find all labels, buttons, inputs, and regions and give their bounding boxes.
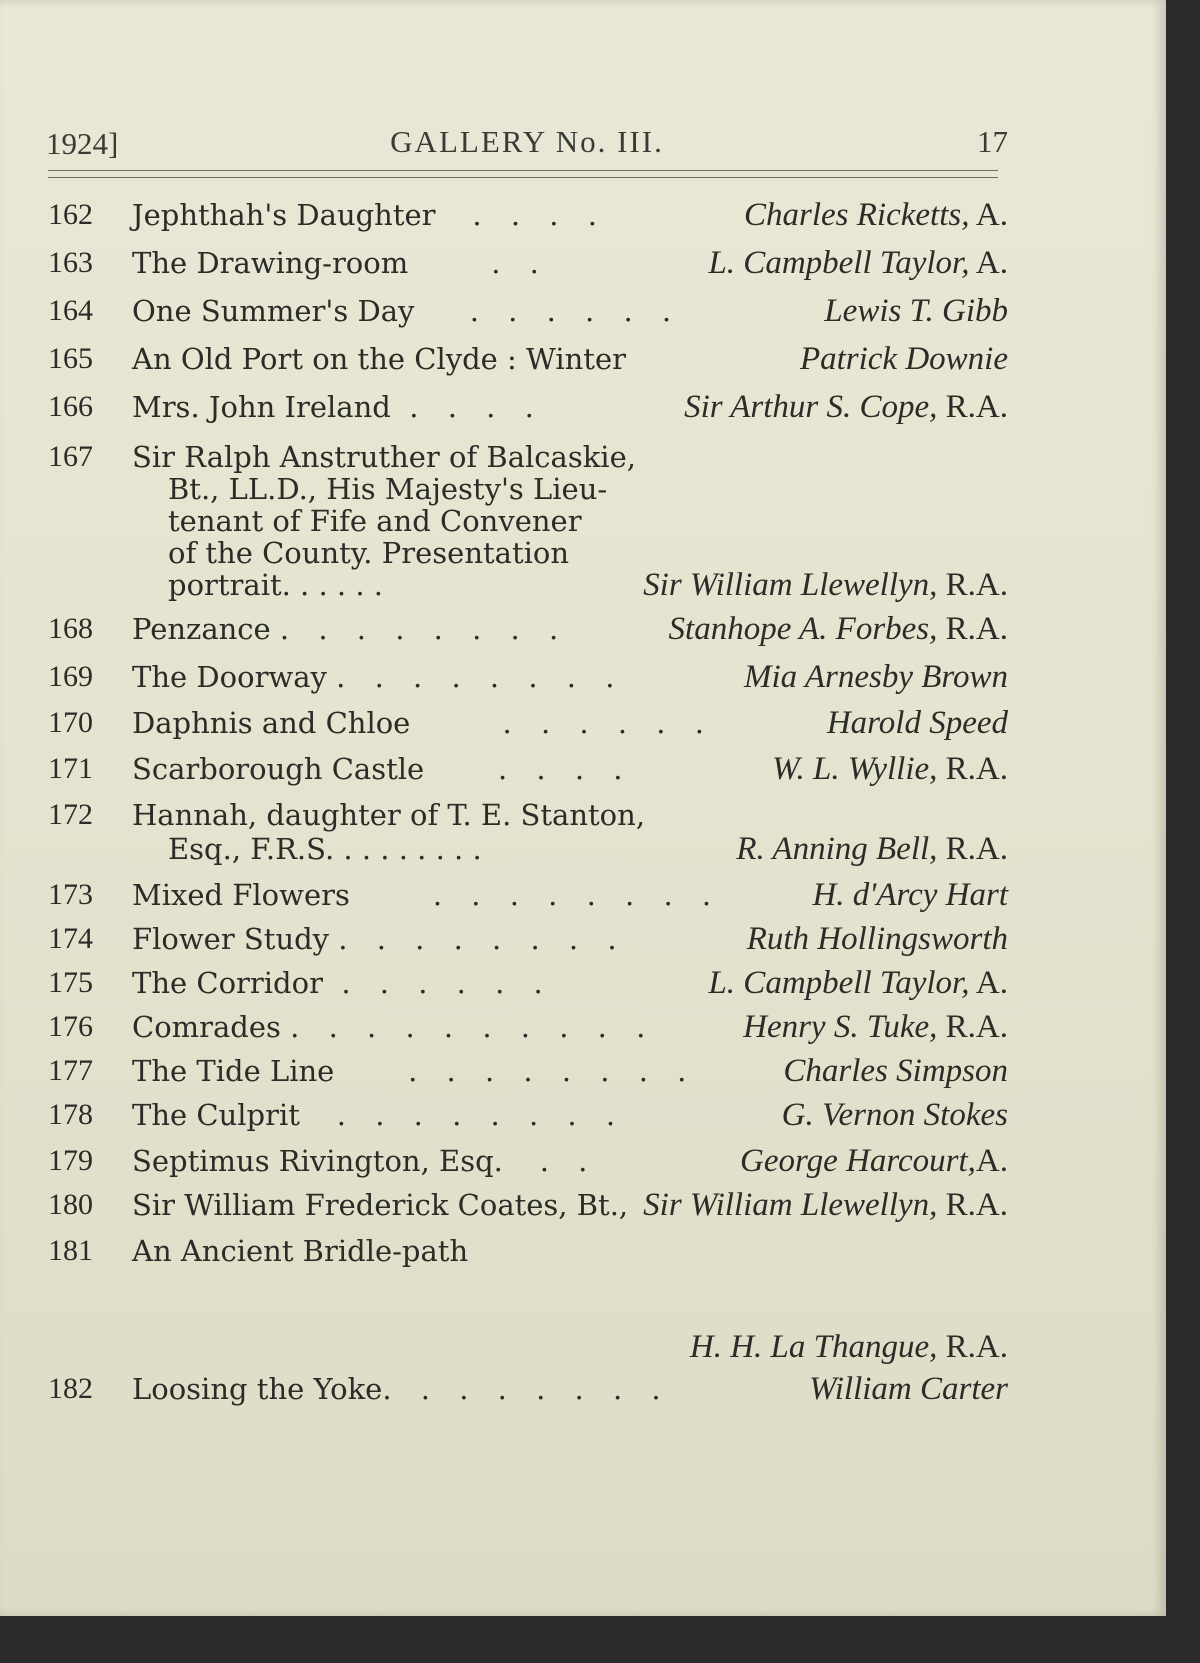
artist-name: Patrick Downie xyxy=(799,341,1008,377)
entry-artist xyxy=(824,294,1008,328)
leader-dots: . . . . xyxy=(472,198,607,232)
artist-honours: R.A. xyxy=(945,567,1008,603)
leader-dots: . . . . . . xyxy=(502,706,714,740)
entry-number: 176 xyxy=(48,1010,93,1043)
leader-dots: . . . . . . xyxy=(469,294,682,328)
leader-dots: . . xyxy=(491,246,549,280)
page-number: 17 xyxy=(977,124,1008,159)
entry-title-wrap xyxy=(132,246,549,280)
entry-number: 182 xyxy=(48,1372,93,1405)
catalogue-entry xyxy=(48,1144,1008,1184)
entry-title: Mixed Flowers xyxy=(132,878,350,912)
artist-name: Lewis T. Gibb xyxy=(824,293,1008,329)
artist-name: R. Anning Bell, xyxy=(736,831,938,867)
artist-name: H. H. La Thangue, xyxy=(689,1329,938,1365)
entry-title: Jephthah's Daughter xyxy=(132,198,436,232)
catalogue-entry xyxy=(48,1372,1008,1412)
entry-number: 180 xyxy=(48,1188,93,1221)
artist-honours: R.A. xyxy=(945,1329,1008,1365)
artist-honours: R.A. xyxy=(945,751,1008,787)
entry-artist xyxy=(744,660,1008,694)
artist-name: W. L. Wyllie, xyxy=(772,751,938,787)
entry-title-wrap xyxy=(132,342,626,376)
entry-title: An Old Port on the Clyde : Winter xyxy=(132,342,626,376)
entry-title: Sir William Frederick Coates, Bt., xyxy=(132,1188,629,1222)
entry-title-wrap xyxy=(132,1054,696,1088)
entry-title-wrap xyxy=(132,1010,655,1044)
artist-name: Charles Simpson xyxy=(783,1053,1008,1089)
leader-dots: . . . . . . . . xyxy=(279,612,569,646)
entry-artist xyxy=(669,612,1008,646)
artist-honours: R.A. xyxy=(945,611,1008,647)
catalogue-entry xyxy=(48,966,1008,1006)
entry-number: 165 xyxy=(48,342,93,375)
artist-honours: R.A. xyxy=(945,1009,1008,1045)
artist-honours: R.A. xyxy=(945,389,1008,425)
page-title: GALLERY No. III. xyxy=(390,124,664,159)
entry-title-line: of the County. Presentation xyxy=(168,536,570,570)
catalogue-entry xyxy=(48,1010,1008,1050)
entry-title: Sir Ralph Anstruther of Balcaskie, xyxy=(132,440,636,474)
catalogue-entry xyxy=(48,798,1008,870)
artist-name: G. Vernon Stokes xyxy=(781,1097,1008,1133)
entry-number: 164 xyxy=(48,294,93,327)
entry-title-wrap xyxy=(132,198,607,232)
artist-honours: A. xyxy=(975,1143,1008,1179)
entry-title-wrap xyxy=(132,752,632,786)
leader-dots: . . xyxy=(539,1144,598,1178)
artist-name: Sir William Llewellyn, xyxy=(643,1187,938,1223)
header-year: 1924] xyxy=(46,126,119,161)
catalogue-entry xyxy=(48,752,1008,792)
artist-honours: A. xyxy=(975,245,1008,281)
catalogue-entry xyxy=(48,342,1008,382)
entry-artist xyxy=(747,922,1008,956)
entry-number: 163 xyxy=(48,246,93,279)
entry-title: The Doorway xyxy=(132,660,327,694)
entry-artist xyxy=(744,198,1008,232)
artist-honours: A. xyxy=(975,965,1008,1001)
entry-artist xyxy=(743,1010,1008,1044)
entry-number: 178 xyxy=(48,1098,93,1131)
leader-dots: . . . . . . xyxy=(341,966,553,1000)
catalogue-entry xyxy=(48,660,1008,700)
artist-name: Ruth Hollingsworth xyxy=(746,921,1008,957)
artist-name: Sir Arthur S. Cope, xyxy=(684,389,938,425)
entry-artist xyxy=(800,342,1008,376)
artist-name: William Carter xyxy=(809,1371,1008,1407)
catalogue-entry xyxy=(48,1412,1008,1452)
leader-dots: . . . . . . . . xyxy=(336,1098,626,1132)
entry-number: 162 xyxy=(48,198,93,231)
entry-number: 181 xyxy=(48,1234,93,1267)
leader-dots: . . . . . . . . xyxy=(338,922,627,956)
entry-title: One Summer's Day xyxy=(132,294,415,328)
leader-dots: . . . . . . . . xyxy=(408,1054,697,1088)
entry-title-wrap xyxy=(132,390,544,424)
entry-artist xyxy=(690,1330,1008,1364)
artist-honours: R.A. xyxy=(945,831,1008,867)
catalogue-entry xyxy=(48,612,1008,652)
artist-honours: A. xyxy=(975,197,1008,233)
entry-title: Loosing the Yoke xyxy=(132,1372,383,1406)
entry-title: Septimus Rivington, Esq. xyxy=(132,1144,503,1178)
entry-number: 174 xyxy=(48,922,93,955)
entry-title: Mrs. John Ireland xyxy=(132,390,391,424)
entry-artist xyxy=(643,1188,1008,1222)
entry-title: The Corridor xyxy=(132,966,323,1000)
entry-artist xyxy=(827,706,1008,740)
catalogue-entry xyxy=(48,1054,1008,1094)
entry-number: 171 xyxy=(48,752,93,785)
entry-number: 179 xyxy=(48,1144,93,1177)
entry-title-wrap xyxy=(132,1098,625,1132)
entry-title: An Ancient Bridle-path xyxy=(132,1234,469,1268)
entry-number: 172 xyxy=(48,798,93,831)
entry-title: Daphnis and Chloe xyxy=(132,706,411,740)
entry-title: Comrades xyxy=(132,1010,281,1044)
entry-title: Penzance xyxy=(132,612,271,646)
entry-title-wrap xyxy=(132,706,714,740)
entry-title-line: portrait. . . . . . xyxy=(168,568,384,602)
entry-title-wrap xyxy=(132,294,681,328)
entry-title: The Drawing-room xyxy=(132,246,409,280)
catalogue-entry xyxy=(48,294,1008,334)
entry-title-line: tenant of Fife and Convener xyxy=(168,504,582,538)
entry-number: 177 xyxy=(48,1054,93,1087)
leader-dots: . . . . xyxy=(497,752,633,786)
leader-dots: . . . . . . . . . . xyxy=(290,1010,656,1044)
entry-title-wrap xyxy=(132,966,553,1000)
catalogue-entry xyxy=(48,922,1008,962)
entry-artist xyxy=(809,1372,1008,1406)
header-rule xyxy=(48,170,998,178)
artist-name: Charles Ricketts, xyxy=(744,197,970,233)
entry-artist xyxy=(736,832,1008,866)
entry-number: 173 xyxy=(48,878,93,911)
catalogue-entry xyxy=(48,878,1008,918)
artist-honours: R.A. xyxy=(945,1187,1008,1223)
entry-number: 175 xyxy=(48,966,93,999)
catalogue-entry xyxy=(48,390,1008,430)
entry-artist xyxy=(740,1144,1008,1178)
entry-title-wrap xyxy=(132,1372,671,1406)
artist-name: Mia Arnesby Brown xyxy=(744,659,1008,695)
entry-number: 168 xyxy=(48,612,93,645)
entry-title-wrap xyxy=(132,922,627,956)
artist-name: L. Campbell Taylor, xyxy=(708,965,970,1001)
entry-artist xyxy=(772,752,1008,786)
entry-title: The Culprit xyxy=(132,1098,300,1132)
entry-artist xyxy=(643,568,1008,602)
catalogue-entry xyxy=(48,1188,1008,1228)
artist-name: George Harcourt, xyxy=(740,1143,976,1179)
entry-number: 166 xyxy=(48,390,93,423)
catalogue-entry xyxy=(48,1234,1008,1370)
entry-title-wrap xyxy=(132,1144,597,1178)
catalogue-entry xyxy=(48,198,1008,238)
entry-artist xyxy=(708,966,1008,1000)
entry-title-line: Bt., LL.D., His Majesty's Lieu- xyxy=(168,472,608,506)
entry-title-wrap xyxy=(132,612,568,646)
leader-dots: . . . . . . . . xyxy=(432,878,722,912)
catalogue-entry xyxy=(48,706,1008,746)
entry-number: 170 xyxy=(48,706,93,739)
entry-title: Flower Study xyxy=(132,922,330,956)
artist-name: Stanhope A. Forbes, xyxy=(668,611,938,647)
page-header xyxy=(46,118,1008,162)
entry-artist xyxy=(684,390,1008,424)
artist-name: Sir William Llewellyn, xyxy=(643,567,938,603)
artist-name: Henry S. Tuke, xyxy=(743,1009,938,1045)
leader-dots: . . . . . . . . xyxy=(382,1372,671,1406)
entry-title-wrap xyxy=(132,660,624,694)
leader-dots: . . . . . . . . xyxy=(336,660,625,694)
entry-title: The Tide Line xyxy=(132,1054,335,1088)
entry-title-wrap xyxy=(132,878,721,912)
entry-artist xyxy=(783,1054,1008,1088)
entry-title: Scarborough Castle xyxy=(132,752,425,786)
artist-name: Harold Speed xyxy=(826,705,1008,741)
entry-number: 169 xyxy=(48,660,93,693)
catalogue-entry xyxy=(48,1098,1008,1138)
artist-name: H. d'Arcy Hart xyxy=(812,877,1008,913)
entry-artist xyxy=(708,246,1008,280)
entry-number: 167 xyxy=(48,440,93,473)
entry-title-line: Esq., F.R.S. . . . . . . . . xyxy=(168,832,482,866)
artist-name: L. Campbell Taylor, xyxy=(708,245,970,281)
catalogue-entry xyxy=(48,440,1008,610)
entry-title-wrap xyxy=(132,1188,683,1222)
entry-artist xyxy=(782,1098,1008,1132)
catalogue-entry xyxy=(48,246,1008,286)
entry-title-wrap xyxy=(132,1412,150,1446)
entry-title: Hannah, daughter of T. E. Stanton, xyxy=(132,798,646,832)
leader-dots: . . . . xyxy=(409,390,544,424)
entry-artist xyxy=(812,878,1008,912)
